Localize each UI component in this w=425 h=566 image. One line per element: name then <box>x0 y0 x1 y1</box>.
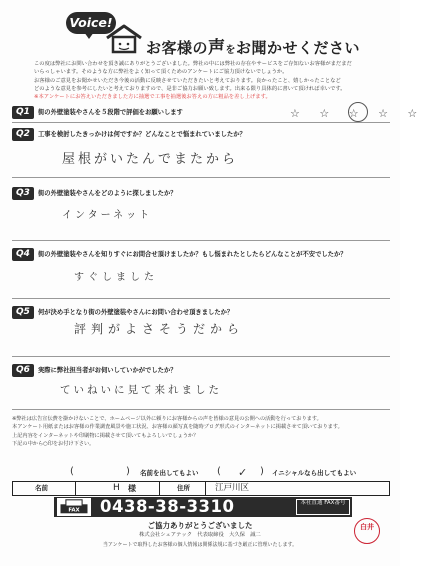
svg-text:FAX: FAX <box>68 507 80 514</box>
house-icon <box>104 24 144 54</box>
question-number: Q1 <box>12 106 34 119</box>
question-text: 何が決め手となり街の外壁塗装やさんにお問い合わせ頂きましたか？ <box>38 309 234 316</box>
voice-badge: Voice! <box>66 12 116 34</box>
question-text: 工事を検討したきっかけは何ですか？どんなことで悩まれていましたか？ <box>38 131 246 138</box>
question-text: 街の外壁塗装やさんを５段階で評価をお願いします <box>38 109 183 116</box>
question-number: Q2 <box>12 128 34 141</box>
question-number: Q6 <box>12 364 34 377</box>
answer-text: インターネット <box>62 210 153 221</box>
fax-number: 0438-38-3310 <box>100 497 235 516</box>
divider <box>12 409 390 410</box>
divider <box>12 122 390 123</box>
question-number: Q4 <box>12 248 34 261</box>
answer-text: すぐしました <box>74 272 158 283</box>
rating-stars: ☆ ☆ ☆ ☆ ☆ <box>290 107 425 120</box>
hanko-stamp: 白井 <box>354 518 380 544</box>
divider <box>12 240 390 241</box>
address-header: 住所 <box>177 484 190 492</box>
answer-text: ていねいに見て来れました <box>60 384 222 396</box>
fax-machine-icon <box>56 497 92 517</box>
voice-badge-tail <box>84 32 94 39</box>
honorific: 様 <box>128 484 136 493</box>
divider <box>12 298 390 299</box>
answer-text: 評判がよさそうだから <box>74 322 245 336</box>
answer-text: 屋根がいたんでまたから <box>62 152 239 167</box>
question-text: 街の外壁塗装やさんをどのように探しましたか？ <box>38 190 177 197</box>
question-text: 実際に弊社担当者がお伺いしていかがでしたか？ <box>38 367 177 374</box>
name-value[interactable]: H <box>113 483 120 493</box>
selected-rating-circle <box>348 102 368 122</box>
page-title: お客様の声をお聞かせください <box>146 38 361 58</box>
consent-check[interactable]: ✓ <box>238 466 248 479</box>
consent-name-label: 名前を出してもよい <box>140 469 199 477</box>
name-address-table <box>12 481 390 496</box>
thanks-message: ご協力ありがとうございました <box>147 521 253 530</box>
question-number: Q3 <box>12 187 34 200</box>
divider <box>12 177 390 178</box>
question-text: 街の外壁塗装やさんを知りすぐにお問合せ頂けましたか？もし悩まれたとしたらどんなことが不安でしたか？ <box>38 251 347 258</box>
divider <box>12 356 390 357</box>
fax-label: 本社直通 FAX番号 <box>296 499 350 515</box>
consent-initial-label: イニシャルなら出してもよい <box>272 469 357 477</box>
question-number: Q5 <box>12 306 34 319</box>
consent-row: ( ) 名前を出してもよい ( ✓ ) イニシャルなら出してもよい <box>70 466 357 479</box>
publication-notes: ※弊社は広告宣伝費を掛かけないことで、ホームページ以外に頼りにお客様からの声を皆様の意見の公開への活動を行っております。 本アンケート用紙またはお客様の作業調査風景や施工状況、お客様の顔写真を随時ブログ形式のインターネットに掲載させて頂いております。 上記内容をインターネットや印刷物に掲載させて頂いてもよろしいでしょうか？ 下記の中から○印をお付け下さい。 <box>12 416 343 447</box>
company-name: 株式会社シェアテック 代表取締役 大久保 誠二 <box>139 532 261 538</box>
intro-text: この度は弊社にお問い合わせを頂き誠にありがとうございました。弊社の中には弊社の存在やサービスをご存知ないお客様がまだまだ いらっしゃいます。そのような方に弊社をよく知って頂くためのアンケートにご協力頂けないでしょうか。 お客様のご意見をお聞かせいただき今後の活動に反映させていただきたいと考えております。良かったこと、嬉しかったことなど どのような意見を参考にしたいと考えておりますので、是非ご協力お願い致します。出来る限り具体的に書いて頂ければ幸いです。 ※本アンケートにお答えいただきました方に抽選で工事を抽選後お答えの方に粗品を差し上げます。 <box>34 61 352 101</box>
address-value[interactable]: 江戸川区 <box>215 483 250 493</box>
privacy-note: 当アンケートで取得したお客様の個人情報は関係法規に基づき厳正に管理いたします。 <box>102 542 298 548</box>
name-header: 名前 <box>35 484 48 492</box>
